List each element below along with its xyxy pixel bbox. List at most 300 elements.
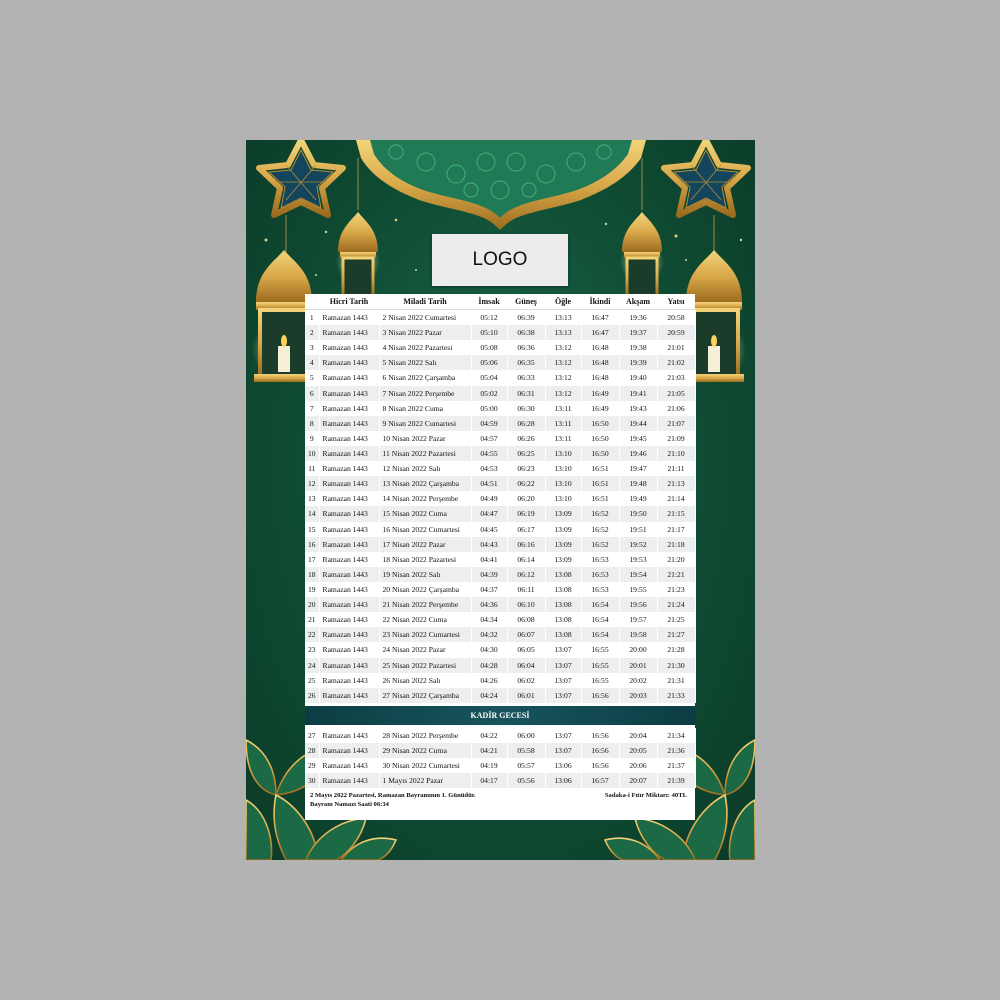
table-row	[305, 476, 695, 491]
table-cell: Ramazan 1443	[319, 582, 379, 597]
table-cell: 21:05	[657, 386, 695, 401]
table-cell: 06:04	[507, 658, 545, 673]
table-cell: 16:56	[581, 758, 619, 773]
table-cell: 13:09	[545, 506, 581, 521]
table-cell: 6 Nisan 2022 Çarşamba	[379, 370, 471, 385]
table-cell: 3 Nisan 2022 Pazar	[379, 325, 471, 340]
table-cell: 13:12	[545, 355, 581, 370]
table-cell: 16:51	[581, 461, 619, 476]
table-cell: 05:57	[507, 758, 545, 773]
table-cell: Ramazan 1443	[319, 416, 379, 431]
table-cell: 27 Nisan 2022 Çarşamba	[379, 688, 471, 703]
table-cell: Ramazan 1443	[319, 567, 379, 582]
table-cell: 04:24	[471, 688, 507, 703]
table-cell: 21:31	[657, 673, 695, 688]
table-cell: 25	[305, 673, 319, 688]
table-cell: 04:21	[471, 743, 507, 758]
table-cell: 19	[305, 582, 319, 597]
table-cell: Ramazan 1443	[319, 370, 379, 385]
rows-before-kadir	[305, 310, 695, 703]
bayram-note-line2: Bayram Namazı Saati 06:34	[310, 801, 389, 809]
table-cell: 13:08	[545, 612, 581, 627]
table-row	[305, 446, 695, 461]
table-cell: 16:55	[581, 673, 619, 688]
table-cell: 06:35	[507, 355, 545, 370]
table-row	[305, 688, 695, 703]
table-cell: Ramazan 1443	[319, 506, 379, 521]
table-cell: 13:07	[545, 658, 581, 673]
lantern-icon	[336, 212, 380, 299]
table-cell: 19:40	[619, 370, 657, 385]
table-cell: 13:09	[545, 552, 581, 567]
table-cell: 13:06	[545, 758, 581, 773]
table-cell: Ramazan 1443	[319, 431, 379, 446]
table-cell: 11 Nisan 2022 Pazartesi	[379, 446, 471, 461]
table-cell: 19:43	[619, 401, 657, 416]
table-cell: 16	[305, 537, 319, 552]
table-cell: 13:07	[545, 688, 581, 703]
table-cell: 20:58	[657, 310, 695, 326]
table-cell: 06:28	[507, 416, 545, 431]
table-cell: 16:54	[581, 597, 619, 612]
table-cell: 13:11	[545, 401, 581, 416]
table-cell: 19:50	[619, 506, 657, 521]
table-cell: 12	[305, 476, 319, 491]
table-cell: 05:12	[471, 310, 507, 326]
table-cell: 04:32	[471, 627, 507, 642]
table-cell: 06:01	[507, 688, 545, 703]
table-cell: 05:10	[471, 325, 507, 340]
table-cell: 21:03	[657, 370, 695, 385]
table-row	[305, 552, 695, 567]
table-cell: 19:55	[619, 582, 657, 597]
table-cell: 06:02	[507, 673, 545, 688]
table-cell: 17	[305, 552, 319, 567]
table-cell: 16:49	[581, 386, 619, 401]
table-row	[305, 431, 695, 446]
table-row	[305, 461, 695, 476]
table-row	[305, 416, 695, 431]
table-cell: 13:13	[545, 310, 581, 326]
table-cell: 22 Nisan 2022 Cuma	[379, 612, 471, 627]
imsakiye-table-panel	[305, 294, 695, 820]
table-cell: 20:01	[619, 658, 657, 673]
table-row	[305, 597, 695, 612]
table-row	[305, 567, 695, 582]
table-cell: 04:22	[471, 728, 507, 743]
bayram-note-line1: 2 Mayıs 2022 Pazartesi, Ramazan Bayramının 1. Günüdür.	[310, 792, 476, 800]
table-cell: Ramazan 1443	[319, 627, 379, 642]
table-cell: 19:56	[619, 597, 657, 612]
header-ikindi: İkindi	[581, 294, 619, 310]
table-cell: 06:31	[507, 386, 545, 401]
table-row	[305, 627, 695, 642]
table-cell: 13:09	[545, 522, 581, 537]
table-cell: 16:54	[581, 627, 619, 642]
table-cell: 18	[305, 567, 319, 582]
table-cell: Ramazan 1443	[319, 688, 379, 703]
table-cell: Ramazan 1443	[319, 461, 379, 476]
table-cell: 21:34	[657, 728, 695, 743]
table-cell: 20:04	[619, 728, 657, 743]
table-row	[305, 401, 695, 416]
table-cell: 23	[305, 642, 319, 657]
table-cell: 26 Nisan 2022 Salı	[379, 673, 471, 688]
table-cell: 05:06	[471, 355, 507, 370]
table-cell: Ramazan 1443	[319, 597, 379, 612]
table-cell: 20	[305, 597, 319, 612]
table-cell: 20:05	[619, 743, 657, 758]
table-cell: 2	[305, 325, 319, 340]
table-cell: 7	[305, 401, 319, 416]
table-row	[305, 340, 695, 355]
table-cell: 21:02	[657, 355, 695, 370]
table-cell: Ramazan 1443	[319, 773, 379, 788]
table-cell: 06:07	[507, 627, 545, 642]
table-cell: 11	[305, 461, 319, 476]
table-row	[305, 773, 695, 788]
table-cell: 19:58	[619, 627, 657, 642]
table-cell: 19:54	[619, 567, 657, 582]
table-cell: 22	[305, 627, 319, 642]
table-cell: 13:12	[545, 370, 581, 385]
table-cell: 06:16	[507, 537, 545, 552]
table-row	[305, 386, 695, 401]
table-cell: 29	[305, 758, 319, 773]
table-cell: Ramazan 1443	[319, 355, 379, 370]
table-cell: 16:57	[581, 773, 619, 788]
table-cell: 5	[305, 370, 319, 385]
table-cell: 21:30	[657, 658, 695, 673]
table-row	[305, 310, 695, 326]
table-cell: 16:50	[581, 446, 619, 461]
table-cell: 05:08	[471, 340, 507, 355]
arch-ornament-icon	[356, 140, 646, 230]
table-cell: 16:51	[581, 476, 619, 491]
table-cell: 16:49	[581, 401, 619, 416]
table-cell: 19 Nisan 2022 Salı	[379, 567, 471, 582]
table-cell: 06:36	[507, 340, 545, 355]
table-cell: 9 Nisan 2022 Cumartesi	[379, 416, 471, 431]
table-cell: Ramazan 1443	[319, 743, 379, 758]
table-cell: 13:07	[545, 743, 581, 758]
table-cell: 13 Nisan 2022 Çarşamba	[379, 476, 471, 491]
table-cell: Ramazan 1443	[319, 642, 379, 657]
table-cell: 21:25	[657, 612, 695, 627]
table-cell: 06:30	[507, 401, 545, 416]
table-cell: 13:07	[545, 673, 581, 688]
table-cell: 05:04	[471, 370, 507, 385]
table-cell: 13:11	[545, 431, 581, 446]
table-cell: Ramazan 1443	[319, 728, 379, 743]
table-cell: Ramazan 1443	[319, 537, 379, 552]
table-cell: 13:10	[545, 446, 581, 461]
table-cell: 04:45	[471, 522, 507, 537]
table-cell: 16:55	[581, 642, 619, 657]
table-cell: 26	[305, 688, 319, 703]
table-cell: 13:06	[545, 773, 581, 788]
table-cell: 14 Nisan 2022 Perşembe	[379, 491, 471, 506]
table-cell: 04:57	[471, 431, 507, 446]
table-cell: 13:07	[545, 728, 581, 743]
table-cell: 28 Nisan 2022 Perşembe	[379, 728, 471, 743]
table-cell: 23 Nisan 2022 Cumartesi	[379, 627, 471, 642]
table-cell: 9	[305, 431, 319, 446]
table-cell: 20:00	[619, 642, 657, 657]
table-cell: 06:10	[507, 597, 545, 612]
table-cell: 04:36	[471, 597, 507, 612]
header-aksam: Akşam	[619, 294, 657, 310]
table-cell: 04:37	[471, 582, 507, 597]
table-cell: 16:53	[581, 567, 619, 582]
table-cell: 21:36	[657, 743, 695, 758]
table-cell: 21:17	[657, 522, 695, 537]
table-cell: Ramazan 1443	[319, 673, 379, 688]
table-cell: 05:00	[471, 401, 507, 416]
table-cell: 15 Nisan 2022 Cuma	[379, 506, 471, 521]
table-row	[305, 522, 695, 537]
table-cell: 13:08	[545, 567, 581, 582]
table-cell: 16:56	[581, 743, 619, 758]
table-cell: Ramazan 1443	[319, 476, 379, 491]
table-cell: 04:51	[471, 476, 507, 491]
table-cell: 4 Nisan 2022 Pazartesi	[379, 340, 471, 355]
table-cell: 05:02	[471, 386, 507, 401]
table-cell: 06:19	[507, 506, 545, 521]
table-cell: 04:43	[471, 537, 507, 552]
table-row	[305, 743, 695, 758]
table-cell: 04:19	[471, 758, 507, 773]
table-cell: 06:25	[507, 446, 545, 461]
table-row	[305, 612, 695, 627]
table-cell: 16:47	[581, 325, 619, 340]
table-cell: 8	[305, 416, 319, 431]
table-cell: 04:28	[471, 658, 507, 673]
table-cell: 19:39	[619, 355, 657, 370]
table-cell: Ramazan 1443	[319, 401, 379, 416]
table-cell: 21:14	[657, 491, 695, 506]
ramadan-poster	[246, 140, 755, 860]
table-row	[305, 658, 695, 673]
table-cell: 05:58	[507, 743, 545, 758]
table-cell: 21:10	[657, 446, 695, 461]
table-row	[305, 582, 695, 597]
table-cell: 04:49	[471, 491, 507, 506]
table-cell: 8 Nisan 2022 Cuma	[379, 401, 471, 416]
logo-text: LOGO	[472, 249, 528, 270]
table-cell: 2 Nisan 2022 Cumartesi	[379, 310, 471, 326]
table-cell: 12 Nisan 2022 Salı	[379, 461, 471, 476]
table-cell: 19:38	[619, 340, 657, 355]
table-cell: 13:08	[545, 597, 581, 612]
lantern-icon	[620, 212, 664, 299]
table-cell: 06:17	[507, 522, 545, 537]
table-cell: 06:38	[507, 325, 545, 340]
table-cell: 19:46	[619, 446, 657, 461]
table-cell: 06:00	[507, 728, 545, 743]
table-cell: 21:27	[657, 627, 695, 642]
table-cell: 20:02	[619, 673, 657, 688]
table-cell: 5 Nisan 2022 Salı	[379, 355, 471, 370]
table-cell: 19:36	[619, 310, 657, 326]
table-cell: 19:37	[619, 325, 657, 340]
table-cell: 06:11	[507, 582, 545, 597]
table-cell: 04:41	[471, 552, 507, 567]
table-cell: 04:34	[471, 612, 507, 627]
table-row	[305, 370, 695, 385]
table-cell: 6	[305, 386, 319, 401]
table-row	[305, 355, 695, 370]
table-cell: 19:45	[619, 431, 657, 446]
table-row	[305, 642, 695, 657]
table-cell: 21:39	[657, 773, 695, 788]
table-cell: 16:53	[581, 552, 619, 567]
table-cell: Ramazan 1443	[319, 612, 379, 627]
table-cell: 10	[305, 446, 319, 461]
table-cell: 06:22	[507, 476, 545, 491]
table-cell: 1	[305, 310, 319, 326]
table-cell: 13:09	[545, 537, 581, 552]
table-cell: 28	[305, 743, 319, 758]
table-row	[305, 325, 695, 340]
table-cell: 16:52	[581, 506, 619, 521]
table-row	[305, 506, 695, 521]
table-cell: 24 Nisan 2022 Pazar	[379, 642, 471, 657]
table-cell: 13:08	[545, 582, 581, 597]
prayer-times-table	[305, 294, 696, 703]
table-cell: 20 Nisan 2022 Çarşamba	[379, 582, 471, 597]
fitre-amount: Sadaka-i Fıtır Miktarı: 40TL	[604, 792, 687, 800]
table-row	[305, 673, 695, 688]
table-cell: 04:30	[471, 642, 507, 657]
table-row	[305, 758, 695, 773]
table-cell: 04:53	[471, 461, 507, 476]
table-row	[305, 537, 695, 552]
table-cell: 13:11	[545, 416, 581, 431]
table-cell: Ramazan 1443	[319, 552, 379, 567]
header-index	[305, 294, 319, 310]
table-cell: Ramazan 1443	[319, 325, 379, 340]
table-cell: 13:08	[545, 627, 581, 642]
table-cell: 04:59	[471, 416, 507, 431]
table-cell: 20:06	[619, 758, 657, 773]
table-cell: 24	[305, 658, 319, 673]
kadir-gecesi-band	[305, 706, 695, 725]
header-yatsi: Yatsı	[657, 294, 695, 310]
table-cell: 3	[305, 340, 319, 355]
table-cell: 04:47	[471, 506, 507, 521]
table-cell: Ramazan 1443	[319, 386, 379, 401]
table-cell: 19:47	[619, 461, 657, 476]
table-cell: 19:53	[619, 552, 657, 567]
table-cell: 16:50	[581, 431, 619, 446]
table-cell: 21:23	[657, 582, 695, 597]
table-cell: 16:48	[581, 370, 619, 385]
table-cell: Ramazan 1443	[319, 446, 379, 461]
table-cell: 30	[305, 773, 319, 788]
table-cell: 21:20	[657, 552, 695, 567]
table-row	[305, 728, 695, 743]
table-cell: 7 Nisan 2022 Perşembe	[379, 386, 471, 401]
table-cell: Ramazan 1443	[319, 522, 379, 537]
header-hicri: Hicri Tarih	[319, 294, 379, 310]
table-cell: 19:44	[619, 416, 657, 431]
table-cell: 29 Nisan 2022 Cuma	[379, 743, 471, 758]
kadir-gecesi-label: KADİR GECESİ	[470, 710, 530, 720]
rows-after-kadir	[305, 728, 695, 788]
table-cell: 13:10	[545, 476, 581, 491]
table-cell: 19:41	[619, 386, 657, 401]
prayer-times-table-end	[305, 728, 696, 788]
table-cell: Ramazan 1443	[319, 310, 379, 326]
table-cell: 21:21	[657, 567, 695, 582]
table-cell: 10 Nisan 2022 Pazar	[379, 431, 471, 446]
table-cell: 21:09	[657, 431, 695, 446]
table-cell: 13:12	[545, 386, 581, 401]
table-cell: 21:06	[657, 401, 695, 416]
table-cell: 16:52	[581, 522, 619, 537]
table-cell: 1 Mayıs 2022 Pazar	[379, 773, 471, 788]
table-cell: 06:14	[507, 552, 545, 567]
table-cell: 20:59	[657, 325, 695, 340]
table-cell: 06:20	[507, 491, 545, 506]
table-cell: 16:54	[581, 612, 619, 627]
table-cell: 16:51	[581, 491, 619, 506]
table-cell: 13	[305, 491, 319, 506]
table-cell: 04:55	[471, 446, 507, 461]
table-cell: 21:18	[657, 537, 695, 552]
table-cell: 16:56	[581, 728, 619, 743]
table-cell: 21:15	[657, 506, 695, 521]
table-cell: 19:48	[619, 476, 657, 491]
table-cell: 04:26	[471, 673, 507, 688]
table-cell: 16:47	[581, 310, 619, 326]
table-cell: 21 Nisan 2022 Perşembe	[379, 597, 471, 612]
table-cell: 25 Nisan 2022 Pazartesi	[379, 658, 471, 673]
table-cell: 15	[305, 522, 319, 537]
table-cell: 19:52	[619, 537, 657, 552]
table-cell: Ramazan 1443	[319, 491, 379, 506]
table-cell: 16:56	[581, 688, 619, 703]
table-cell: 16:55	[581, 658, 619, 673]
table-cell: 20:03	[619, 688, 657, 703]
table-cell: 04:39	[471, 567, 507, 582]
table-cell: 21:28	[657, 642, 695, 657]
table-cell: 21:33	[657, 688, 695, 703]
table-cell: 27	[305, 728, 319, 743]
table-cell: 14	[305, 506, 319, 521]
table-cell: 06:39	[507, 310, 545, 326]
header-imsak: İmsak	[471, 294, 507, 310]
table-cell: 06:23	[507, 461, 545, 476]
star-ornament-icon	[664, 140, 748, 215]
table-cell: 19:49	[619, 491, 657, 506]
table-cell: 19:51	[619, 522, 657, 537]
table-cell: 13:10	[545, 461, 581, 476]
table-cell: 16:50	[581, 416, 619, 431]
table-cell: 21:01	[657, 340, 695, 355]
header-ogle: Öğle	[545, 294, 581, 310]
table-cell: 16 Nisan 2022 Cumartesi	[379, 522, 471, 537]
table-header-row	[305, 294, 695, 310]
table-cell: 21:13	[657, 476, 695, 491]
table-cell: 21:11	[657, 461, 695, 476]
table-cell: 05:56	[507, 773, 545, 788]
table-cell: 21:37	[657, 758, 695, 773]
header-miladi: Miladi Tarih	[379, 294, 471, 310]
table-cell: 16:48	[581, 340, 619, 355]
table-footer	[305, 788, 695, 809]
